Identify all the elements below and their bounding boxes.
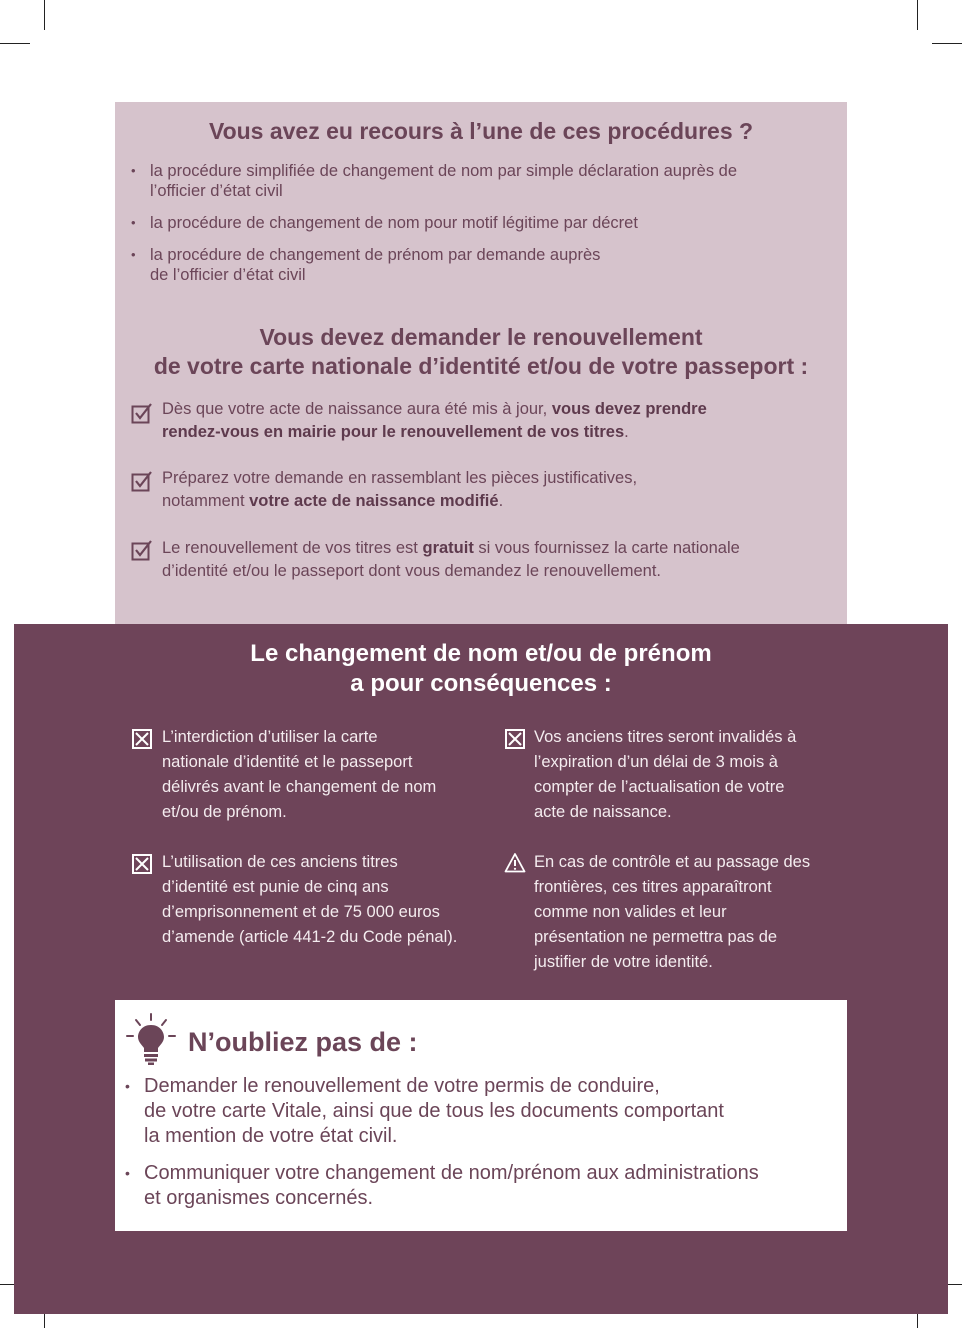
consequence-item: L’utilisation de ces anciens titres d’identité est punie de cinq ans d’emprisonnement et de 75 000 euros d’amende (article 441-2 du Code pénal). [162,853,458,946]
consequence-item: Vos anciens titres seront invalidés à l’expiration d’un délai de 3 mois à compter de l’actualisation de votre acte de naissance. [534,728,797,821]
procedure-item: • la procédure simplifiée de changement de nom par simple déclaration auprès de l’officier d’état civil [131,162,738,200]
renewal-title: Vous devez demander le renouvellement de votre carte nationale d’identité et/ou de votre passeport : [153,324,809,379]
checkbox-checked-icon [131,402,153,424]
consequence-item: En cas de contrôle et au passage des frontières, ces titres apparaîtront comme non valides et leur présentation ne permettra pas de justifier de votre identité. [534,853,811,971]
procedures-title: Vous avez eu recours à l’une de ces procédures ? [208,118,754,144]
procedure-item: • la procédure de changement de nom pour motif légitime par décret [131,214,638,232]
consequences-title: Le changement de nom et/ou de prénom a pour conséquences : [250,640,712,697]
renewal-item: Dès que votre acte de naissance aura été mis à jour, vous devez prendre rendez-vous en mairie pour le renouvellement de vos titres. [162,400,707,441]
crop-mark [932,43,962,44]
consequence-item: L’interdiction d’utiliser la carte nationale d’identité et le passeport délivrés avant le changement de nom et/ou de prénom. [162,728,437,821]
crop-mark [44,0,45,30]
x-box-icon [505,729,525,749]
lightbulb-icon [125,1012,177,1066]
procedure-item: • la procédure de changement de prénom par demande auprès de l’officier d’état civil [131,246,601,284]
x-box-icon [132,854,152,874]
bullet-icon: • [131,163,136,178]
warning-icon [504,852,526,873]
checkbox-checked-icon [131,539,153,561]
reminder-box [115,1000,847,1231]
checkbox-checked-icon [131,470,153,492]
bullet-icon: • [125,1078,130,1094]
procedures-panel [115,102,847,624]
crop-mark [917,0,918,30]
reminder-item: • Demander le renouvellement de votre permis de conduire, de votre carte Vitale, ainsi que de tous les documents comportant la mention de votre état civil. [125,1075,724,1147]
x-box-icon [132,729,152,749]
bullet-icon: • [131,215,136,230]
reminder-item: • Communiquer votre changement de nom/prénom aux administrations et organismes concernés. [125,1162,759,1209]
bullet-icon: • [131,247,136,262]
bullet-icon: • [125,1165,130,1181]
reminder-title: N’oubliez pas de : [188,1027,418,1057]
crop-mark [0,43,30,44]
renewal-item: Préparez votre demande en rassemblant les pièces justificatives, notamment votre acte de naissance modifié. [162,469,638,510]
renewal-item: Le renouvellement de vos titres est gratuit si vous fournissez la carte nationale d’identité et/ou le passeport dont vous demandez le renouvellement. [162,539,740,580]
